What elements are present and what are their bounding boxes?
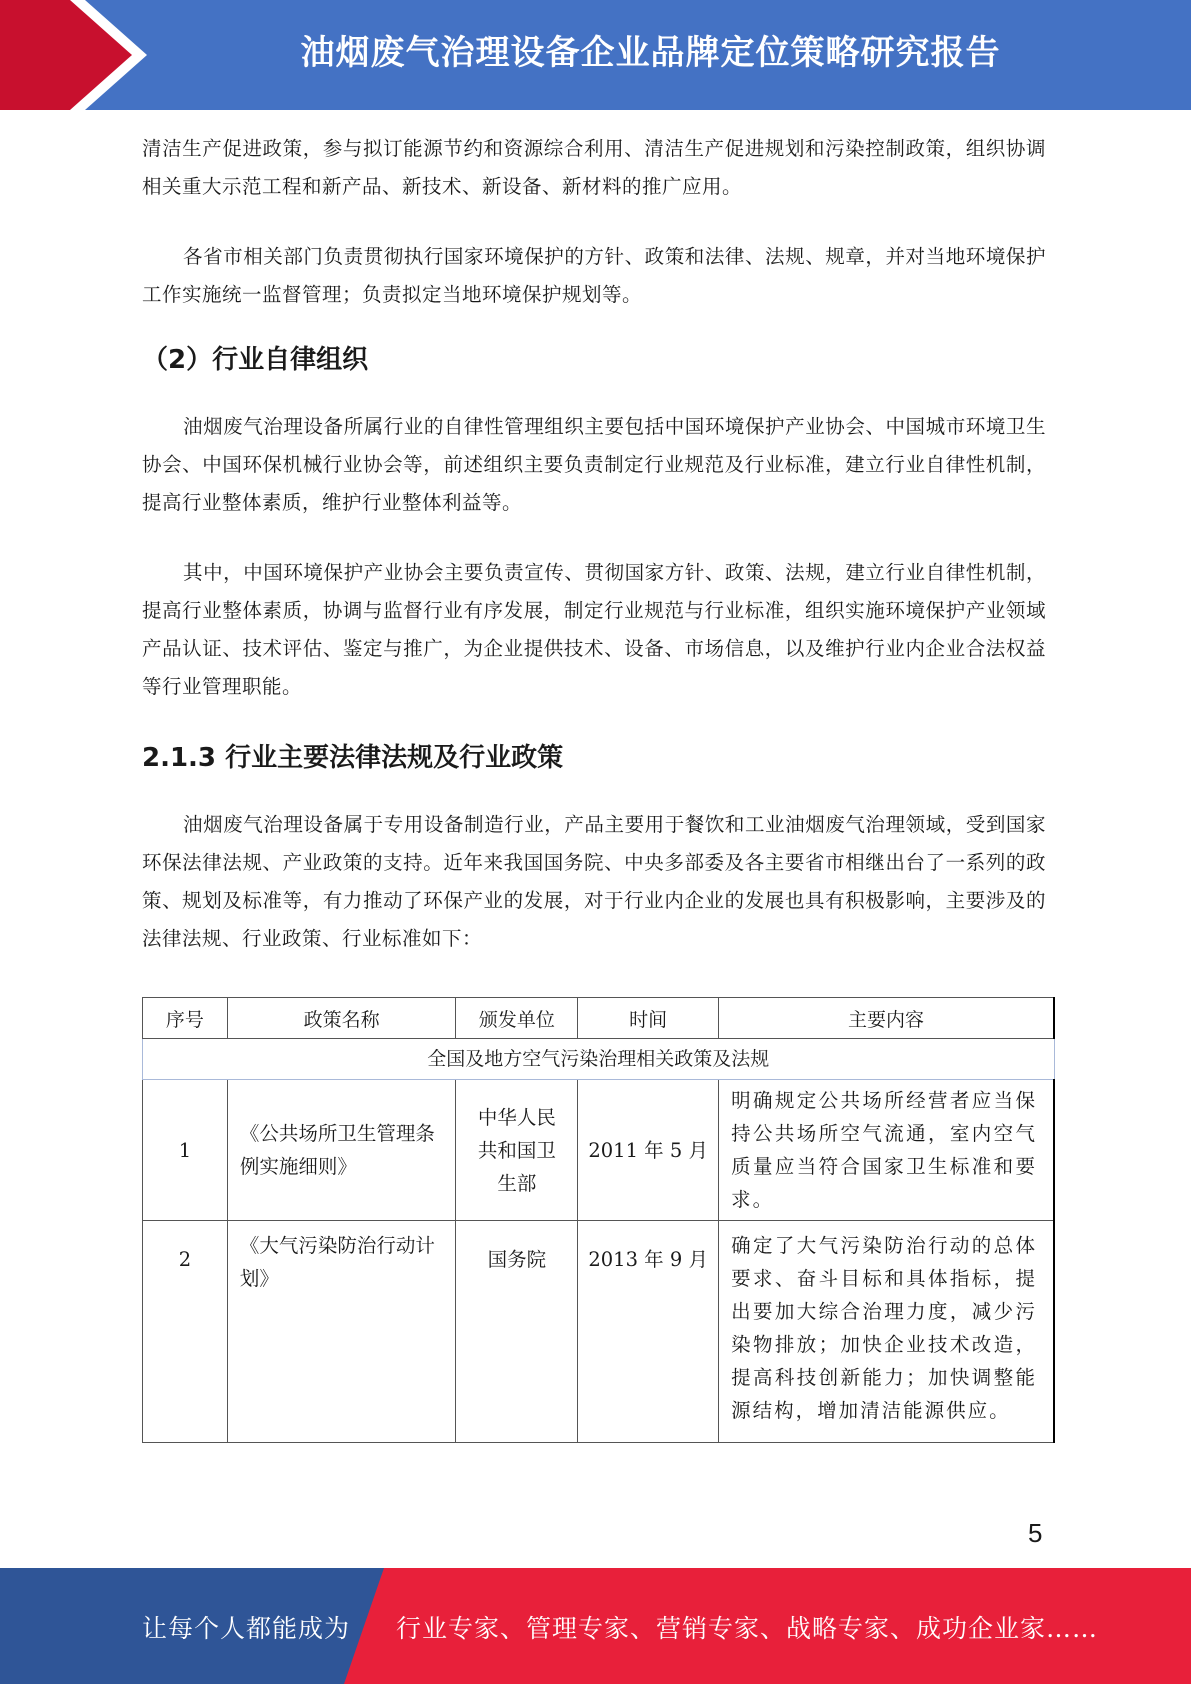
column-header-number: 序号 — [143, 998, 228, 1039]
column-header-policy-name: 政策名称 — [227, 998, 456, 1039]
table-group-label: 全国及地方空气污染治理相关政策及法规 — [143, 1039, 1055, 1080]
paragraph-local-departments: 各省市相关部门负责贯彻执行国家环境保护的方针、政策和法律、法规、规章，并对当地环境保护工作实施统一监督管理；负责拟定当地环境保护规划等。 — [142, 245, 1046, 306]
header-banner — [0, 0, 1191, 110]
header-chevron-decoration — [0, 0, 160, 110]
footer-banner — [0, 1568, 1191, 1684]
cell-date: 2011 年 5 月 — [578, 1080, 719, 1221]
cell-issuer: 中华人民共和国卫生部 — [456, 1080, 578, 1221]
cell-number: 2 — [143, 1221, 228, 1443]
paragraph-policy-intro: 油烟废气治理设备属于专用设备制造行业，产品主要用于餐饮和工业油烟废气治理领域，受到国家环保法律法规、产业政策的支持。近年来我国国务院、中央多部委及各主要省市相继出台了一系列的政策、规划及标准等，有力推动了环保产业的发展，对于行业内企业的发展也具有积极影响，主要涉及的法律法规、行业政策、行业标准如下： — [142, 813, 1046, 950]
cell-content: 明确规定公共场所经营者应当保 持公共场所空气流通，室内空气 质量应当符合国家卫生标准和要 求。 — [719, 1080, 1054, 1221]
subheading-self-regulation: （2）行业自律组织 — [142, 345, 369, 375]
paragraph-self-regulation-orgs: 油烟废气治理设备所属行业的自律性管理组织主要包括中国环境保护产业协会、中国城市环境卫生协会、中国环保机械行业协会等，前述组织主要负责制定行业规范及行业标准，建立行业自律性机制，提高行业整体素质，维护行业整体利益等。 — [142, 415, 1046, 514]
footer-slogan-right: 行业专家、管理专家、营销专家、战略专家、成功企业家…… — [396, 1614, 1099, 1643]
report-title: 油烟废气治理设备企业品牌定位策略研究报告 — [300, 33, 1001, 73]
footer-slogan-left: 让每个人都能成为 — [142, 1614, 351, 1643]
column-header-content: 主要内容 — [719, 998, 1054, 1039]
table-header-row — [143, 998, 1055, 1039]
paragraph-association-duties: 其中，中国环境保护产业协会主要负责宣传、贯彻国家方针、政策、法规，建立行业自律性机制，提高行业整体素质，协调与监督行业有序发展，制定行业规范与行业标准，组织实施环境保护产业领域产品认证、技术评估、鉴定与推广，为企业提供技术、设备、市场信息，以及维护行业内企业合法权益等行业管理职能。 — [142, 561, 1046, 698]
cell-content: 确定了大气污染防治行动的总体 要求、奋斗目标和具体指标，提出要加大综合治理力度，减少污 染物排放；加快企业技术改造， 提高科技创新能力；加快调整能 源结构，增加清洁能源供应。 — [719, 1221, 1054, 1443]
section-heading-laws-policies: 2.1.3 行业主要法律法规及行业政策 — [142, 743, 564, 773]
cell-number: 1 — [143, 1080, 228, 1221]
page-content — [142, 130, 1046, 958]
cell-policy-name: 《公共场所卫生管理条例实施细则》 — [227, 1080, 456, 1221]
cell-issuer: 国务院 — [456, 1221, 578, 1443]
column-header-date: 时间 — [578, 998, 719, 1039]
page-number: 5 — [1028, 1518, 1043, 1548]
cell-date: 2013 年 9 月 — [578, 1221, 719, 1443]
paragraph-clean-production: 清洁生产促进政策，参与拟订能源节约和资源综合利用、清洁生产促进规划和污染控制政策，组织协调相关重大示范工程和新产品、新技术、新设备、新材料的推广应用。 — [142, 137, 1046, 198]
table-group-row — [143, 1039, 1055, 1080]
cell-policy-name: 《大气污染防治行动计划》 — [227, 1221, 456, 1443]
policy-table — [142, 997, 1055, 1443]
table-row — [143, 1080, 1055, 1221]
column-header-issuer: 颁发单位 — [456, 998, 578, 1039]
table-row — [143, 1221, 1055, 1443]
